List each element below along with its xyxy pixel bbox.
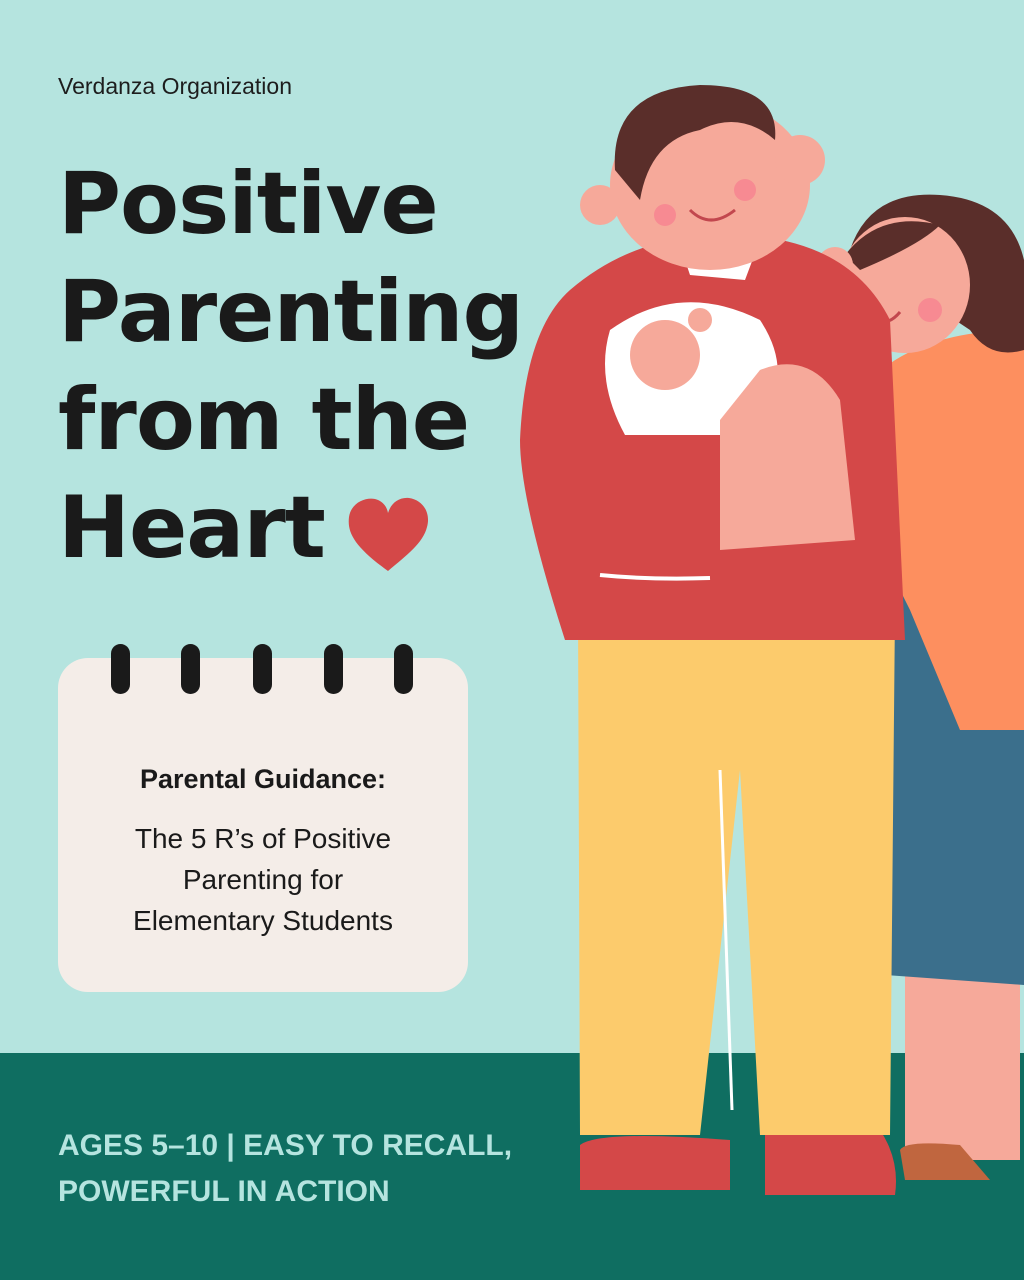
card-body bbox=[58, 818, 468, 941]
organization-name: Verdanza Organization bbox=[58, 73, 292, 99]
binder-ring bbox=[253, 644, 272, 694]
card-line: Parenting for bbox=[182, 864, 344, 895]
binder-ring bbox=[111, 644, 130, 694]
card-line: The 5 R’s of Positive bbox=[134, 823, 392, 854]
title-line: Parenting bbox=[58, 262, 524, 362]
title-line: Heart bbox=[58, 478, 325, 578]
binder-ring bbox=[324, 644, 343, 694]
guidance-card bbox=[58, 658, 468, 992]
binder-ring bbox=[181, 644, 200, 694]
card-heading: Parental Guidance: bbox=[139, 764, 387, 794]
page-title bbox=[58, 150, 538, 582]
card-line: Elementary Students bbox=[133, 905, 393, 936]
title-line: from the bbox=[58, 370, 470, 470]
binder-ring bbox=[394, 644, 413, 694]
family-illustration bbox=[500, 70, 1024, 1210]
tagline-line: AGES 5–10 | EASY TO RECALL, bbox=[58, 1129, 513, 1162]
tagline bbox=[58, 1123, 512, 1215]
title-line: Positive bbox=[58, 154, 438, 254]
tagline-line: POWERFUL IN ACTION bbox=[58, 1175, 390, 1208]
father-figure bbox=[520, 85, 905, 1195]
heart-icon bbox=[345, 495, 431, 573]
